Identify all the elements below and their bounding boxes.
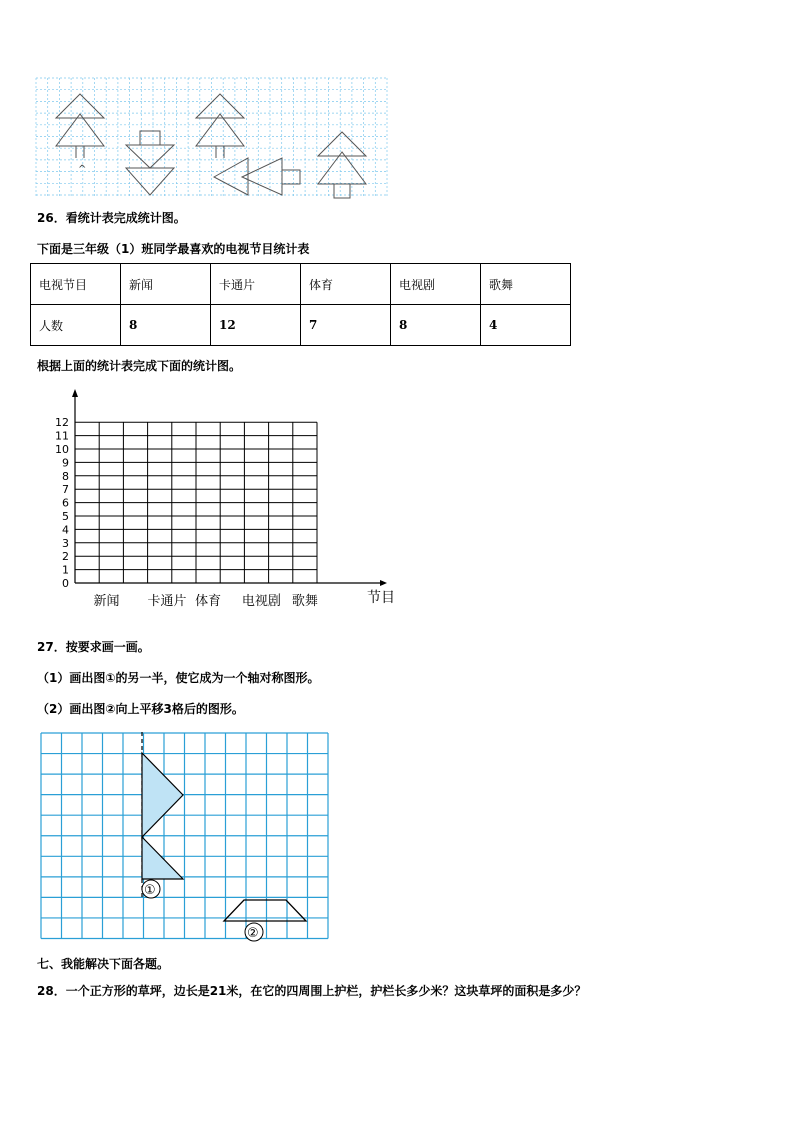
table-cell: 7	[301, 305, 391, 346]
y-tick-label: 0	[62, 577, 69, 590]
tree-2-bottom	[126, 168, 174, 195]
question-27-part-1: （1）画出图①的另一半，使它成为一个轴对称图形。	[37, 671, 320, 685]
dotted-grid	[36, 78, 388, 198]
table-cell: 8	[391, 305, 481, 346]
tv-program-stat-table	[30, 263, 571, 346]
table-cell: 12	[211, 305, 301, 346]
table-cell: 人数	[31, 305, 121, 346]
tree-5-trunk	[334, 184, 350, 198]
y-tick-label: 6	[62, 496, 69, 510]
tree-1-bottom	[56, 114, 104, 146]
y-tick-label: 7	[62, 483, 69, 497]
table-cell: 4	[481, 305, 571, 346]
tree-4-trunk	[282, 170, 300, 184]
table-cell: 新闻	[121, 264, 211, 305]
y-tick-label: 12	[55, 416, 69, 430]
y-tick-label: 9	[62, 456, 69, 470]
table-header-row	[31, 264, 571, 305]
x-axis-label: 节目	[367, 590, 395, 606]
figure-2-label: ②	[247, 926, 259, 941]
y-tick-label: 3	[62, 536, 69, 550]
blue-grid	[41, 733, 328, 939]
y-tick-label: 1	[62, 563, 69, 577]
drawing-grid-figure	[40, 732, 330, 944]
section-7-title: 七、我能解决下面各题。	[37, 957, 170, 971]
figure-1-label: ①	[144, 883, 156, 898]
x-category-label: 新闻	[93, 594, 120, 609]
tree-5-bottom	[318, 152, 366, 184]
table-cell: 电视节目	[31, 264, 121, 305]
question-26-title: 26．看统计表完成统计图。	[37, 211, 186, 225]
x-category-label: 卡通片	[147, 594, 187, 609]
table-cell: 电视剧	[391, 264, 481, 305]
y-tick-label: 4	[62, 523, 69, 537]
bar-chart	[40, 388, 395, 618]
y-tick-label: 5	[62, 510, 69, 523]
y-tick-label: 2	[62, 550, 69, 564]
x-category-label: 体育	[195, 594, 222, 609]
question-28-text: 28．一个正方形的草坪，边长是21米，在它的四周围上护栏，护栏长多少米？这块草坪的面积是多少？	[37, 984, 587, 998]
question-27-title: 27．按要求画一画。	[37, 640, 150, 654]
y-tick-label: 10	[55, 443, 69, 456]
x-category-label: 歌舞	[291, 594, 318, 609]
x-category-label: 电视剧	[241, 594, 281, 609]
table-row	[31, 305, 571, 346]
figure-1-lower-triangle	[142, 837, 183, 879]
y-axis-arrow	[72, 389, 78, 397]
y-tick-label: 11	[55, 429, 69, 443]
caret-mark: ^	[78, 164, 87, 175]
table-cell: 体育	[301, 264, 391, 305]
table-cell: 卡通片	[211, 264, 301, 305]
x-axis-arrow	[380, 580, 387, 586]
y-tick-label: 8	[62, 469, 69, 483]
question-27-part-2: （2）画出图②向上平移3格后的图形。	[37, 702, 244, 716]
figure-1-upper-triangle	[142, 753, 183, 837]
tree-3-bottom	[196, 114, 244, 146]
chart-instruction: 根据上面的统计表完成下面的统计图。	[37, 359, 242, 373]
tree-shapes-grid-figure	[36, 78, 390, 200]
table-cell: 8	[121, 305, 211, 346]
table-caption: 下面是三年级（1）班同学最喜欢的电视节目统计表	[37, 242, 310, 256]
table-cell: 歌舞	[481, 264, 571, 305]
tree-2-trunk	[140, 131, 160, 145]
